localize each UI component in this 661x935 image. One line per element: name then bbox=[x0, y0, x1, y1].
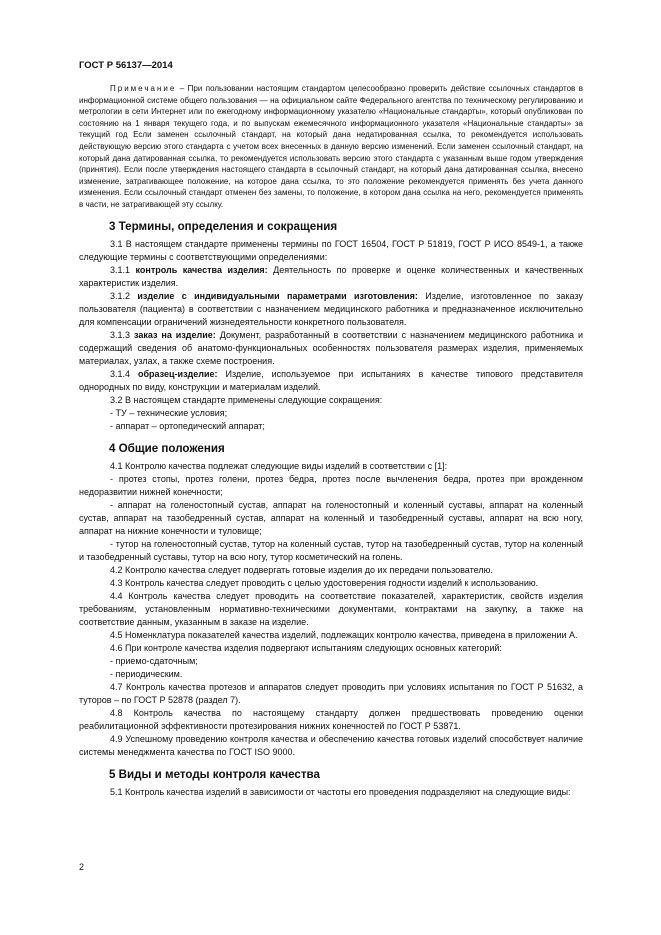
list-item: - приемо-сдаточным; bbox=[110, 655, 198, 666]
paragraph: 3.2 В настоящем стандарте применены следующие сокращения: bbox=[110, 394, 383, 405]
paragraph: 4.4 Контроль качества следует проводить на соответствие показателей, характеристик, свойств изделия требованиям, установленным нормативно-техническими документами, контрактами на закупку, а также на соответствие данным, указанным в заказе на изделие. bbox=[79, 590, 583, 627]
term-name: образец-изделие: bbox=[137, 368, 218, 379]
list-item: - аппарат – ортопедический аппарат; bbox=[110, 420, 265, 431]
paragraph: 4.9 Успешному проведению контроля качества и обеспечению качества готовых изделий способствует наличие системы менеджмента качества по ГОСТ ISO 9000. bbox=[79, 733, 583, 757]
list-item: - тутор на голеностопный сустав, тутор на коленный сустав, тутор на тазобедренный сустав, тутор на коленный и тазобедренный суставы, тутор на всю ногу, тутор косметический на голень. bbox=[79, 538, 583, 562]
section-4-body bbox=[79, 460, 583, 759]
term-number: 3.1.4 bbox=[110, 368, 138, 379]
paragraph: 4.5 Номенклатура показателей качества изделий, подлежащих контролю качества, приведена в приложении А. bbox=[110, 629, 578, 640]
term-name: контроль качества изделия: bbox=[135, 264, 268, 275]
list-item: - периодическим. bbox=[110, 668, 183, 679]
term-definition bbox=[79, 329, 583, 368]
list-item: - аппарат на голеностопный сустав, аппарат на голеностопный и коленный суставы, аппарат на коленный сустав, аппарат на тазобедренный сустав, аппарат на коленный и тазобедренный суставы, аппарат на всю ногу, аппарат на нижние конечности и туловище; bbox=[79, 499, 583, 536]
term-number: 3.1.2 bbox=[110, 290, 138, 301]
list-item: - ТУ – технические условия; bbox=[110, 407, 228, 418]
term-definition bbox=[79, 264, 583, 290]
term-number: 3.1.3 bbox=[110, 329, 134, 340]
section-5-heading: 5 Виды и методы контроля качества bbox=[109, 767, 320, 781]
paragraph: 5.1 Контроль качества изделий в зависимости от частоты его проведения подразделяют на следующие виды: bbox=[110, 786, 571, 797]
term-definition-text: Деятельность по проверке и оценке количественных и качественных характеристик изделия. bbox=[79, 264, 583, 288]
list-item: - протез стопы, протез голени, протез бедра, протез после вычленения бедра, протез при врожденном недоразвитии нижней конечности; bbox=[79, 473, 583, 497]
note-text: – При пользовании настоящим стандартом целесообразно проверить действие ссылочных стандартов в информационной системе общего пользования — на официальном сайте Федерального агентства по техническому регулированию и метрологии в сети Интернет или по ежегодному информационному указателю «Национальные стандарты», который опубликован по состоянию на 1 января текущего года, и по выпускам ежемесячного информационного указателя «Национальные стандарты» за текущий год Если заменен ссылочный стандарт, на который дана недатированная ссылка, то рекомендуется использовать действующую версию этого стандарта с учетом всех внесенных в данную версию изменений. Если заменен ссылочный стандарт, на который дана датированная ссылка, то рекомендуется использовать версию этого стандарта с указанным выше годом утверждения (принятия). Если после утверждения настоящего стандарта в ссылочный стандарт, на который дана датированная ссылка, внесено изменение, затрагивающее положение, на которое дана ссылка, то это положение рекомендуется применять без учета данного изменения. Если ссылочный стандарт отменен без замены, то положение, в котором дана ссылка на него, рекомендуется применять в части, не затрагивающей эту ссылку. bbox=[79, 84, 583, 209]
document-body bbox=[79, 83, 583, 799]
term-definition bbox=[79, 290, 583, 329]
paragraph: 4.1 Контролю качества подлежат следующие виды изделий в соответствии с [1]: bbox=[110, 460, 448, 471]
term-definition-text: Документ, разработанный в соответствии с назначением медицинского работника и содержащий сведения об анатомо-функциональных особенностях пользователя размерах изделия, применяемых материалах, узлах, а также схеме построения. bbox=[79, 329, 583, 366]
paragraph: 3.1 В настоящем стандарте применены термины по ГОСТ 16504, ГОСТ Р 51819, ГОСТ Р ИСО 8549-1, а также следующие термины с соответствующими определениями: bbox=[79, 238, 583, 262]
section-5-body bbox=[79, 786, 583, 799]
paragraph: 4.7 Контроль качества протезов и аппаратов следует проводить при условиях испытания по ГОСТ Р 51632, а туторов – по ГОСТ Р 52878 (раздел 7). bbox=[79, 681, 583, 705]
paragraph: 4.3 Контроль качества следует проводить с целью удостоверения годности изделий к использованию. bbox=[110, 577, 539, 588]
paragraph: 4.6 При контроле качества изделия подвергают испытаниям следующих основных категорий: bbox=[110, 642, 502, 653]
note-label: Примечание bbox=[110, 84, 177, 93]
section-4-heading: 4 Общие положения bbox=[109, 441, 225, 455]
document-header: ГОСТ Р 56137—2014 bbox=[79, 60, 173, 71]
term-name: изделие с индивидуальными параметрами изготовления: bbox=[137, 290, 418, 301]
term-definition-text: Изделие, изготовленное по заказу пользователя (пациента) в соответствии с назначением медицинского работника и предназначенное исключительно для компенсации ограничений жизнедеятельности конкретного пользователя. bbox=[79, 290, 583, 327]
term-definition bbox=[79, 368, 583, 394]
term-number: 3.1.1 bbox=[110, 264, 136, 275]
section-3-body bbox=[79, 238, 583, 433]
term-definition-text: Изделие, используемое при испытаниях в качестве типового представителя однородных по виду, конструкции и материалам изделий. bbox=[79, 368, 583, 392]
page-number: 2 bbox=[79, 862, 85, 872]
section-3-heading: 3 Термины, определения и сокращения bbox=[109, 219, 338, 233]
note-paragraph bbox=[79, 83, 583, 211]
term-name: заказ на изделие: bbox=[133, 329, 216, 340]
paragraph: 4.8 Контроль качества по настоящему стандарту должен предшествовать проведению оценки реабилитационной эффективности протезирования нижних конечностей по ГОСТ Р 53871. bbox=[79, 707, 583, 731]
paragraph: 4.2 Контролю качества следует подвергать готовые изделия до их передачи пользователю. bbox=[110, 564, 493, 575]
